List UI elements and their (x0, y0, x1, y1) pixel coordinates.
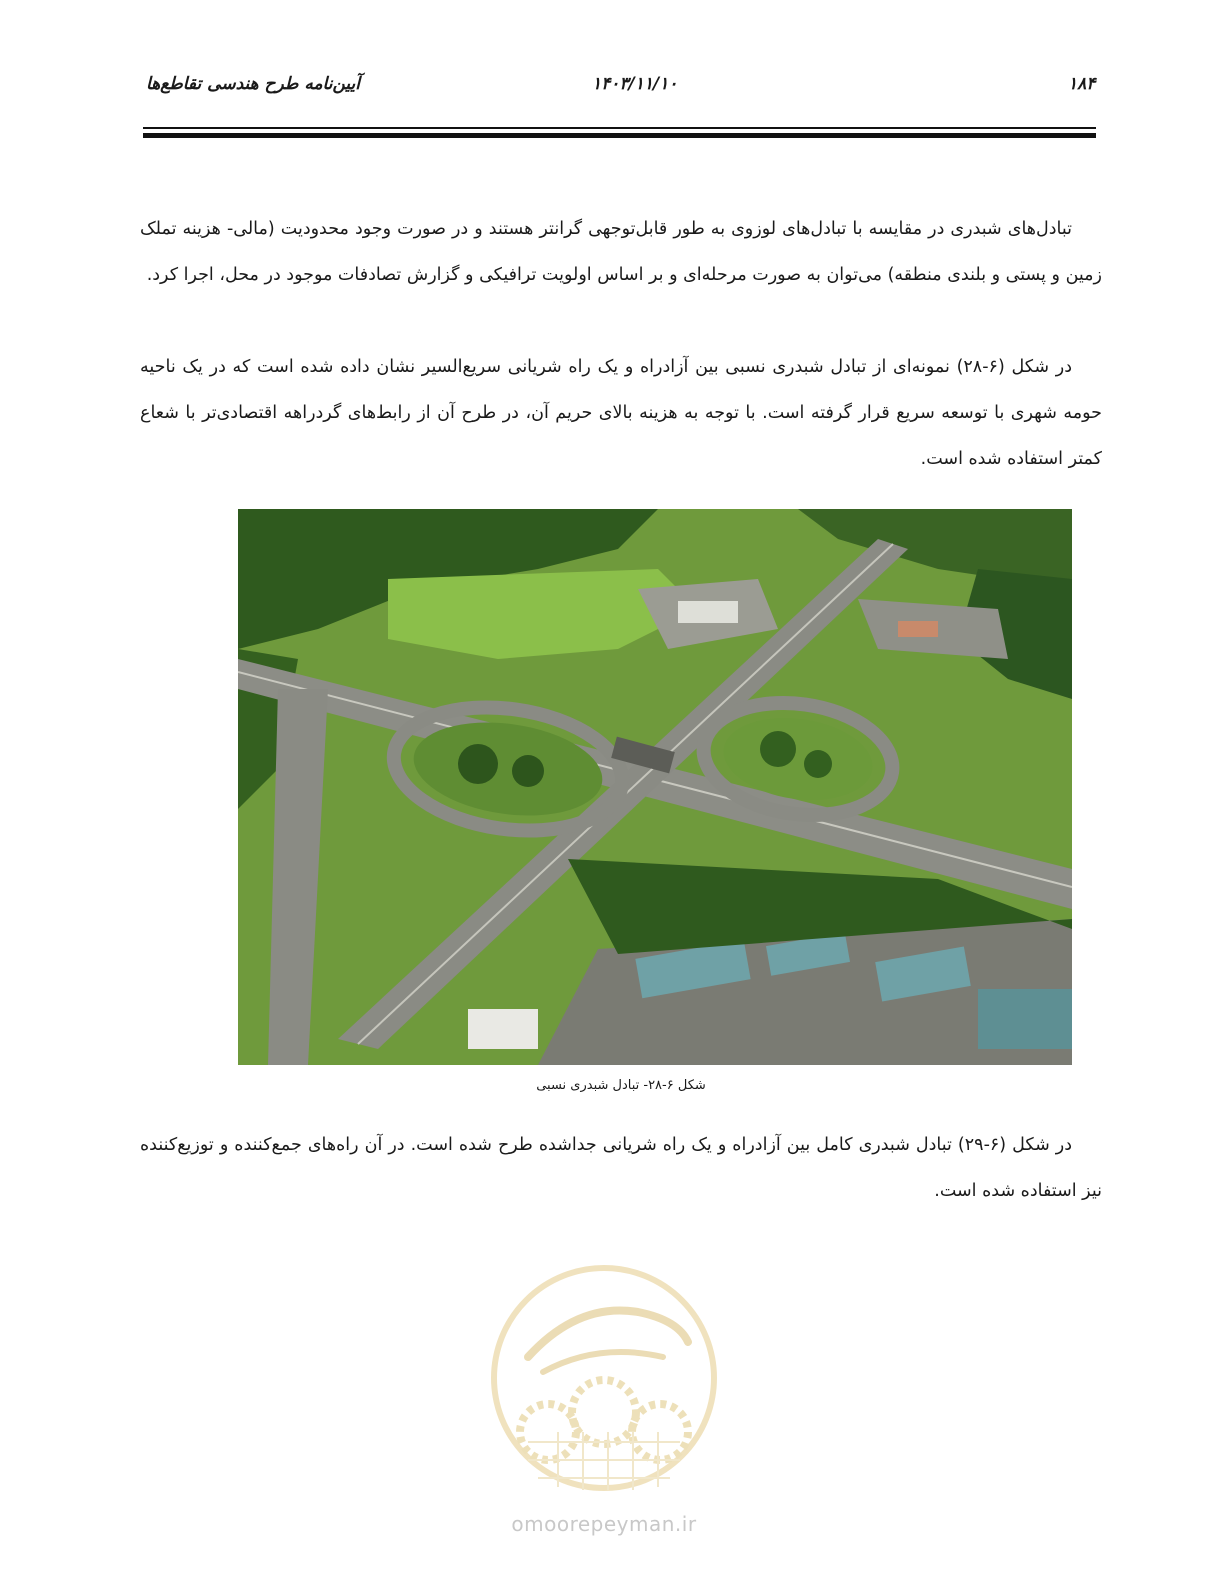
paragraph-3 (140, 1122, 1102, 1214)
page-number: ۱۸۴ (1068, 74, 1096, 94)
header-rule-thin (143, 127, 1096, 129)
figure-caption: شکل ۶-۲۸- تبادل شبدری نسبی (536, 1078, 706, 1093)
paragraph-1-text: تبادل‌های شبدری در مقایسه با تبادل‌های لوزوی به طور قابل‌توجهی گرانتر هستند و در صورت وجود محدودیت (مالی- هزینه تملک زمین و پستی و بلندی منطقه) می‌توان به صورت مرحله‌ای و بر اساس اولویت ترافیکی و گزارش تصادفات موجود در محل، اجرا کرد. (140, 219, 1102, 285)
paragraph-2 (140, 344, 1102, 482)
interchange-aerial-photo (238, 509, 1072, 1065)
page-header (140, 70, 1100, 104)
header-date: ۱۴۰۳/۱۱/۱۰ (592, 74, 678, 94)
header-rule-thick (143, 133, 1096, 138)
watermark-url: omoorepeyman.ir (511, 1512, 697, 1536)
paragraph-2-text: در شکل (۶-۲۸) نمونه‌ای از تبادل شبدری نسبی بین آزادراه و یک راه شریانی سریع‌السیر نشان داده شده است که در یک ناحیه حومه شهری با توسعه سریع قرار گرفته است. با توجه به هزینه بالای حریم آن، در طرح آن از رابط‌های گردراهه اقتصادی‌تر با شعاع کمتر استفاده شده است. (140, 357, 1102, 469)
watermark-logo (488, 1262, 720, 1494)
paragraph-1 (140, 206, 1102, 298)
header-title: آیین‌نامه طرح هندسی تقاطع‌ها (146, 74, 360, 94)
paragraph-3-text: در شکل (۶-۲۹) تبادل شبدری کامل بین آزادراه و یک راه شریانی جداشده طرح شده است. در آن راه‌های جمع‌کننده و توزیع‌کننده نیز استفاده شده است. (140, 1135, 1102, 1201)
